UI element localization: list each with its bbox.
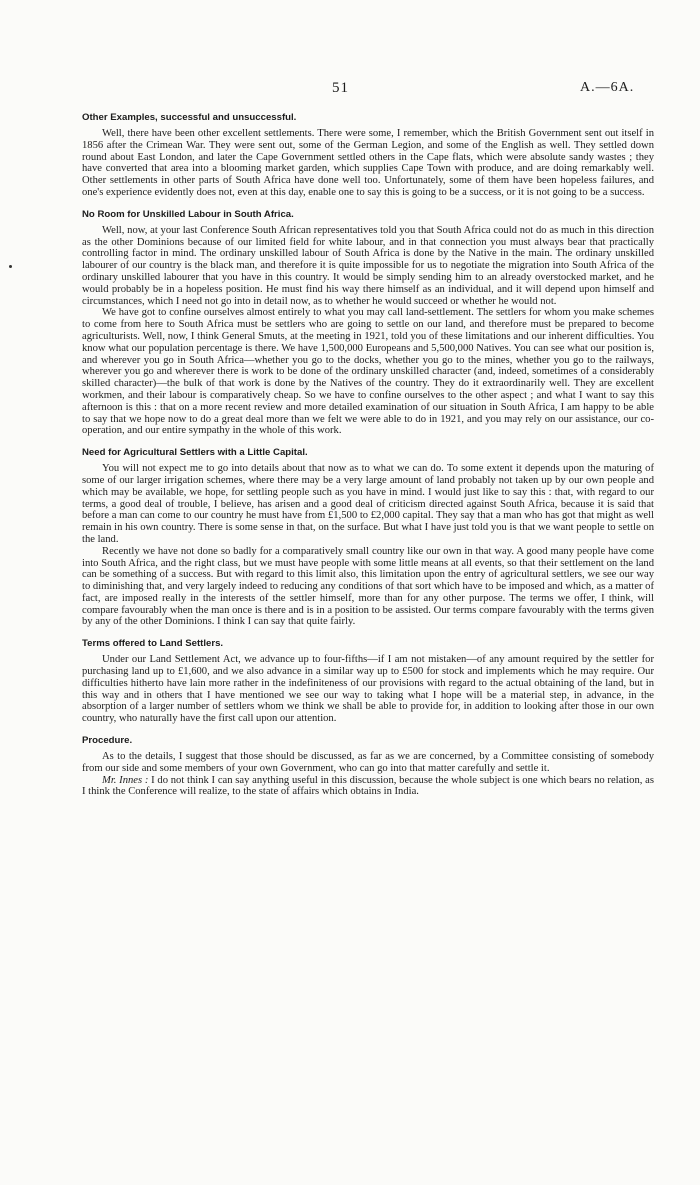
paragraph: Well, there have been other excellent settlements. There were some, I remember, which the British Government sent out itself in 1856 after the Crimean War. They were sent out, some of the German Legion, and some of the English as well. They settled down round about East London, and later the Cape Government settled others in the Cape flats, which were absolute sandy wastes ; they have converted that area into a blooming market garden, which supplies Cape Town with produce, and are doing remarkably well. Other settlements in other parts of South Africa have done well too. Unfortunately, some of them have been hopeless failures, and one's experience evidently does not, even at this day, enable one to say this is going to be a success, or it is not going to be a success.	[82, 128, 654, 198]
paragraph: Recently we have not done so badly for a comparatively small country like our own in that way. A good many people have come into South Africa, and the right class, but we must have people with some little means at all events, so that their settlement on the land can be something of a success. But with regard to this limit also, this limitation upon the entry of agricultural settlers, we see our way to diminishing that, and very largely indeed to reducing any conditions of that sort which have to be imposed and which, as a matter of fact, are imposed really in the interests of the settler himself, more than for any other purpose. The terms we offer, I think, will compare favourably when the man once is there and is in a position to be assisted. Our terms compare favourably with the terms given by any of the other Dominions. I think I can say that quite fairly.	[82, 545, 654, 628]
section-heading: Terms offered to Land Settlers.	[82, 638, 224, 650]
section-procedure	[82, 735, 654, 798]
section-other-examples	[82, 112, 654, 199]
speaker-paragraph	[82, 775, 654, 799]
paragraph: As to the details, I suggest that those should be discussed, as far as we are concerned, by a Committee consisting of somebody from our side and some members of your own Government, who can go into that matter carefully and settle it.	[82, 751, 654, 774]
document-reference: A.—6A.	[580, 80, 635, 95]
margin-mark	[9, 265, 12, 268]
speaker-text: I do not think I can say anything useful in this discussion, because the whole subject is one which bears no relation, as I think the Conference will realize, to the state of affairs which obtains in India.	[82, 774, 654, 798]
page-number: 51	[332, 80, 349, 96]
paragraph: We have got to confine ourselves almost entirely to what you may call land-settlement. The settlers for whom you make schemes to come from here to South Africa must be settlers who are going to settle on our land, and therefore must be prepared to become agriculturists. Well, now, I think General Smuts, at the meeting in 1921, told you of these limitations and our inherent difficulties. You know what our population percentage is there. We have 1,500,000 Europeans and 5,500,000 Natives. You can see what our position is, and wherever you go in South Africa—whether you go to the docks, whether you go to the mines, whether you go to the railways, wherever you go and wherever there is work to be done of the ordinary unskilled character (and, indeed, sometimes of a considerably skilled character)—the bulk of that work is done by the Natives of the country. They do it extraordinarily well. They are excellent workmen, and their labour is comparatively cheap. So we have to confine ourselves to the other aspect ; and what I want to say this afternoon is this : that on a more recent review and more detailed examination of our situation in South Africa, I am happy to be able to say that we hope now to do a great deal more than we felt we were able to do in 1921, and you may rely on our assistance, our co-operation, and our entire sympathy in the whole of this work.	[82, 307, 654, 437]
paragraph: You will not expect me to go into details about that now as to what we can do. To some extent it depends upon the maturing of some of our larger irrigation schemes, where there may be a very large amount of land probably not taken up by our own people and which may be available, we hope, for settling people such as you have in mind. I would just like to say this : that, with regard to our terms, a good deal of trouble, I believe, has arisen and a good deal of criticism directed against South Africa, because it is said that before a man can come to our country he must have from £1,500 to £2,000 capital. They say that a man who has got that might as well remain in his own country. There is some sense in that, on the surface. But what I have just told you is that we want people to settle on the land.	[82, 463, 654, 545]
page-header	[0, 80, 700, 100]
section-heading: Other Examples, successful and unsuccessful.	[82, 112, 297, 123]
document-body	[82, 112, 654, 808]
paragraph: Well, now, at your last Conference South African representatives told you that South Africa could not do as much in this direction as the other Dominions because of our limited field for white labour, and in that connection you must always bear that practically controlling factor in mind. The ordinary unskilled labour of South Africa is done by the Native in the main. The ordinary unskilled labourer of our country is the black man, and therefore it is quite impossible for us to negotiate the migration into South Africa of the ordinary unskilled labourer that you have in this country. It would be simply sending him to an already overstocked market, and he would probably be in a hopeless position. He must find his way there himself as an individual, and it will depend upon himself and circumstances, which I need not go into in detail now, as to whether he would succeed or whether he would not.	[82, 224, 654, 307]
speaker-name: Mr. Innes :	[102, 774, 149, 786]
paragraph: Under our Land Settlement Act, we advance up to four-fifths—if I am not mistaken—of any amount required by the settler for purchasing land up to £1,600, and we also advance in a similar way up to £500 for stock and implements which he may require. Our difficulties hitherto have lain more rather in the indefiniteness of our provisions with regard to the actual obtaining of the land, but in this way and in others that I have mentioned we see our way to taking what I hope will be a material step, in advance, in the absorption of a larger number of settlers whom we think we shall be able to provide for, in addition to looking after those in our own country, who naturally have the first call upon our attention.	[82, 654, 654, 725]
section-terms-land-settlers	[82, 638, 654, 725]
section-no-room-unskilled-labour	[82, 209, 654, 437]
section-heading: No Room for Unskilled Labour in South Africa.	[82, 208, 294, 220]
section-heading: Need for Agricultural Settlers with a Little Capital.	[82, 447, 308, 459]
section-agricultural-settlers	[82, 447, 654, 628]
section-heading: Procedure.	[82, 735, 133, 747]
